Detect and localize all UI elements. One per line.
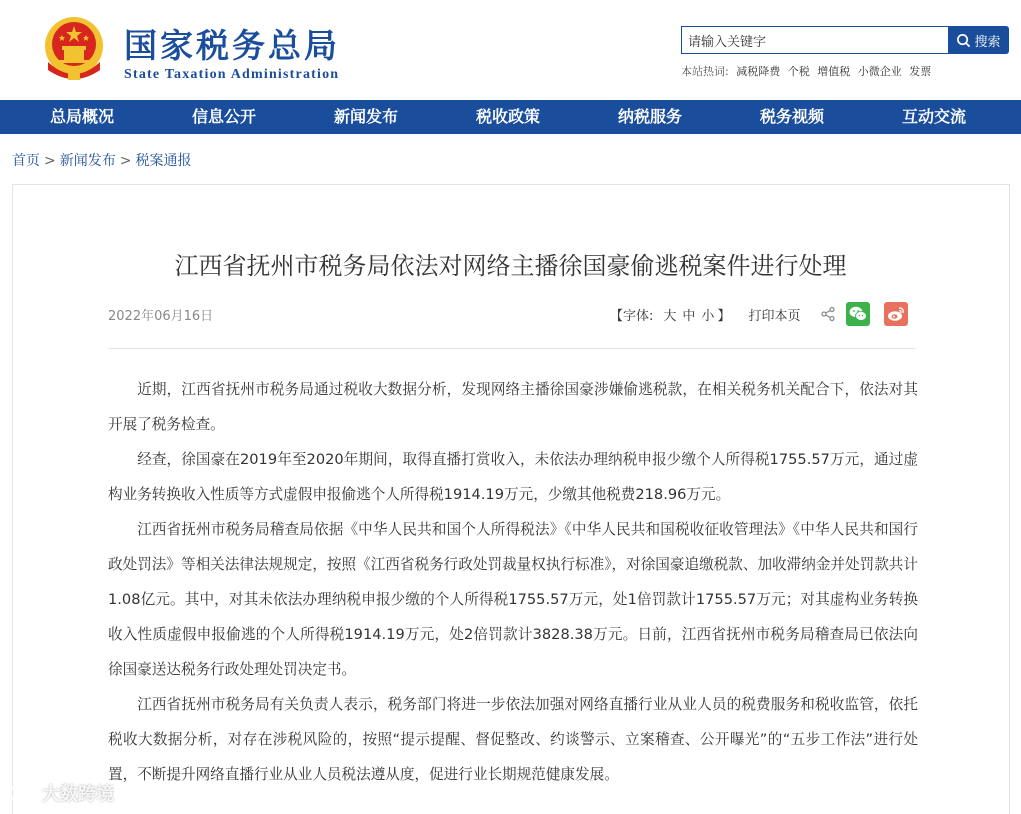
article-date: 2022年06月16日 (108, 309, 214, 324)
national-emblem-icon[interactable] (42, 16, 106, 82)
wechat-share-button[interactable] (846, 302, 870, 326)
breadcrumb-cases[interactable]: 税案通报 (135, 153, 192, 169)
hotword-link[interactable]: 小微企业 (857, 65, 902, 78)
hotword-link[interactable]: 增值税 (817, 65, 851, 78)
nav-item-overview[interactable]: 总局概况 (49, 107, 114, 126)
font-size-medium[interactable]: 中 (682, 308, 696, 324)
search-button-label: 搜索 (974, 34, 1001, 50)
article-paragraph: 近期，江西省抚州市税务局通过税收大数据分析，发现网络主播徐国豪涉嫌偷逃税款，在相关税务机关配合下，依法对其开展了税务检查。 (108, 381, 918, 433)
search-input[interactable] (682, 27, 949, 53)
watermark-text: 大数跨境 (42, 784, 114, 805)
search-icon (956, 33, 971, 48)
article-paragraph: 江西省抚州市税务局有关负责人表示，税务部门将进一步依法加强对网络直播行业从业人员的税费服务和税收监管，依托税收大数据分析，对存在涉税风险的，按照“提示提醒、督促整改、约谈警示、立案稽查、公开曝光”的“五步工作法”进行处置，不断提升网络直播行业从业人员税法遵从度，促进行业长期规范健康发展。 (108, 696, 918, 783)
breadcrumb-news[interactable]: 新闻发布 (59, 153, 116, 169)
nav-item-info[interactable]: 信息公开 (191, 107, 256, 126)
site-header (0, 0, 1021, 100)
nav-item-video[interactable]: 税务视频 (759, 107, 824, 126)
print-link[interactable]: 打印本页 (748, 308, 801, 324)
hotword-link[interactable]: 减税降费 (736, 65, 781, 78)
search-box (681, 26, 949, 54)
watermark (8, 780, 114, 806)
nav-item-policy[interactable]: 税收政策 (475, 107, 540, 126)
breadcrumb-home[interactable]: 首页 (12, 153, 40, 169)
breadcrumb-separator: > (119, 153, 132, 169)
wechat-icon (849, 306, 867, 322)
font-size-large[interactable]: 大 (663, 308, 677, 324)
article-paragraph: 经查，徐国豪在2019年至2020年期间，取得直播打赏收入，未依法办理纳税申报少缴个人所得税1755.57万元，通过虚构业务转换收入性质等方式虚假申报偷逃个人所得税1914.19万元，少缴其他税费218.96万元。 (108, 451, 918, 503)
breadcrumb-separator: > (44, 153, 56, 169)
site-title[interactable]: 国家税务总局 (124, 26, 340, 65)
watermark-logo-icon (8, 782, 38, 804)
nav-item-service[interactable]: 纳税服务 (617, 107, 682, 126)
nav-item-news[interactable]: 新闻发布 (333, 107, 398, 126)
hotword-link[interactable]: 发票 (909, 65, 932, 78)
search-button[interactable] (948, 26, 1009, 54)
font-size-label: 【字体: (610, 308, 654, 324)
main-nav (0, 100, 1021, 134)
article-paragraph: 江西省抚州市税务局稽查局依据《中华人民共和国个人所得税法》《中华人民共和国税收征收管理法》《中华人民共和国行政处罚法》等相关法律法规规定，按照《江西省税务行政处罚裁量权执行标准》，对徐国豪追缴税款、加收滞纳金并处罚款共计1.08亿元。其中，对其未依法办理纳税申报少缴的个人所得税1755.57万元，处1倍罚款计1755.57万元；对其虚构业务转换收入性质虚假申报偷逃的个人所得税1914.19万元，处2倍罚款计3828.38万元。日前，江西省抚州市税务局稽查局已依法向徐国豪送达税务行政处理处罚决定书。 (108, 521, 918, 678)
share-icon[interactable] (820, 306, 836, 322)
breadcrumb (12, 150, 191, 170)
nav-item-interaction[interactable]: 互动交流 (901, 107, 966, 126)
article-body (108, 372, 918, 792)
weibo-share-button[interactable] (884, 302, 908, 326)
title-divider (108, 348, 916, 349)
weibo-icon (887, 306, 905, 322)
article-tools (610, 302, 908, 326)
article-title: 江西省抚州市税务局依法对网络主播徐国豪偷逃税案件进行处理 (174, 252, 847, 280)
site-subtitle: State Taxation Administration (124, 67, 340, 82)
font-size-label-close: 】 (717, 308, 731, 324)
hotwords (681, 63, 935, 79)
hotword-link[interactable]: 个税 (787, 65, 810, 78)
font-size-small[interactable]: 小 (701, 308, 715, 324)
hotwords-label: 本站热词: (681, 65, 729, 78)
